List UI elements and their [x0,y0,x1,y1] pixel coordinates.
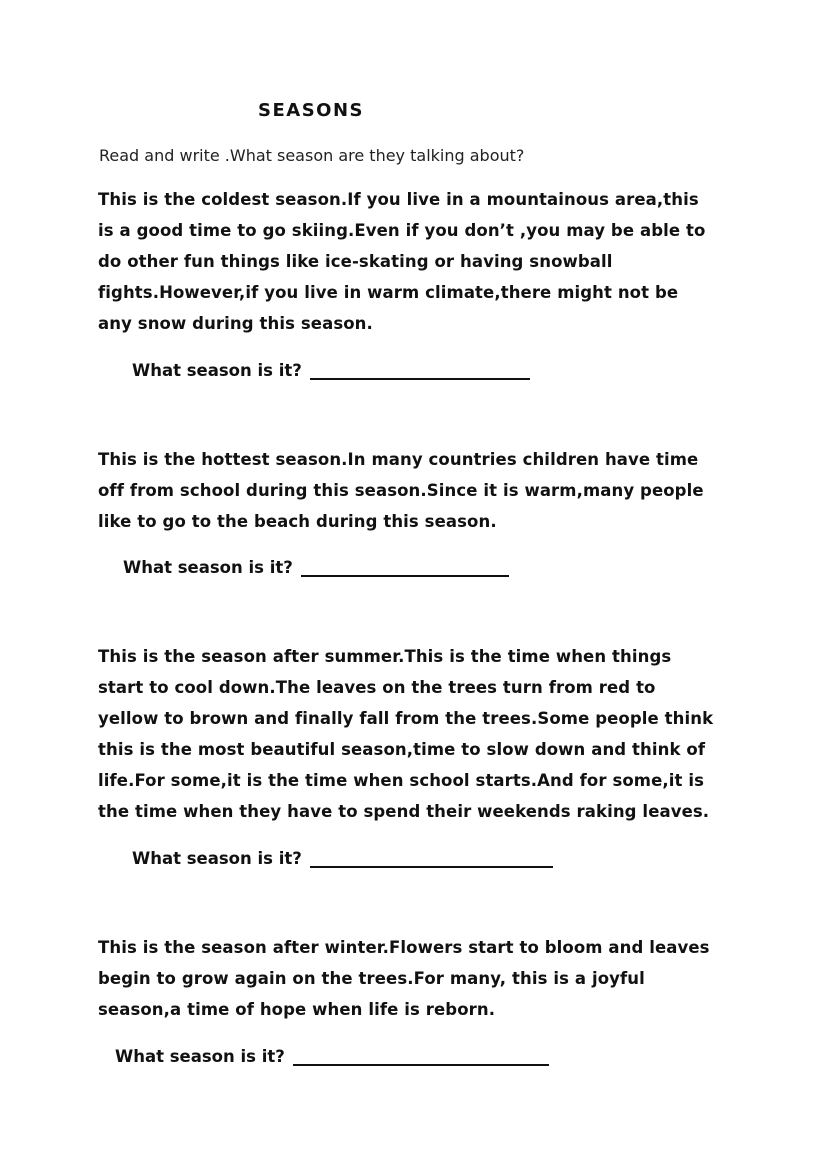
question-1 [132,358,530,380]
passage-line: like to go to the beach during this season. [98,512,497,531]
passage-line: season,a time of hope when life is reborn. [98,1000,496,1019]
passage-line: life.For some,it is the time when school starts.And for some,it is [98,771,705,790]
question-label: What season is it? [123,558,293,577]
page-title: SEASONS [258,100,364,121]
passage-line: This is the coldest season.If you live in a mountainous area,this [98,190,699,209]
passage-2 [98,444,738,537]
passage-4 [98,932,738,1025]
passage-line: any snow during this season. [98,314,373,333]
passage-line: This is the hottest season.In many countries children have time [98,450,699,469]
question-4 [115,1044,549,1066]
passage-line: off from school during this season.Since it is warm,many people [98,481,704,500]
question-label: What season is it? [132,361,302,380]
passage-line: is a good time to go skiing.Even if you don’t ,you may be able to [98,221,706,240]
passage-line: yellow to brown and finally fall from the trees.Some people think [98,709,714,728]
answer-blank-1[interactable] [310,358,530,380]
passage-line: begin to grow again on the trees.For many, this is a joyful [98,969,645,988]
answer-blank-4[interactable] [293,1044,549,1066]
answer-blank-2[interactable] [301,555,509,577]
question-label: What season is it? [115,1047,285,1066]
passage-line: this is the most beautiful season,time to slow down and think of [98,740,706,759]
question-3 [132,846,553,868]
question-label: What season is it? [132,849,302,868]
passage-line: fights.However,if you live in warm climate,there might not be [98,283,679,302]
passage-line: do other fun things like ice-skating or having snowball [98,252,613,271]
passage-line: start to cool down.The leaves on the trees turn from red to [98,678,656,697]
passage-1 [98,184,738,339]
passage-3 [98,641,738,827]
instructions: Read and write .What season are they talking about? [99,146,525,165]
passage-line: This is the season after winter.Flowers start to bloom and leaves [98,938,710,957]
question-2 [123,555,509,577]
answer-blank-3[interactable] [310,846,553,868]
passage-line: This is the season after summer.This is the time when things [98,647,672,666]
passage-line: the time when they have to spend their weekends raking leaves. [98,802,710,821]
